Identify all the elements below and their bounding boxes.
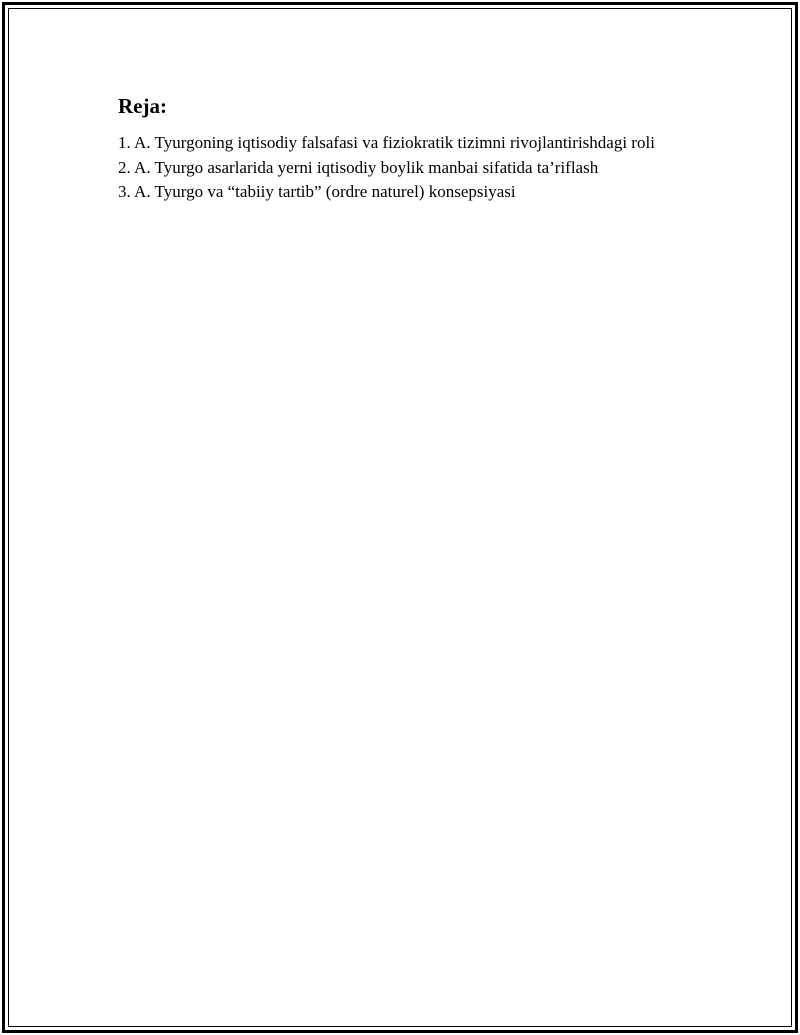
plan-heading: Reja:: [118, 94, 167, 118]
document-content: [118, 93, 688, 205]
plan-list: [118, 131, 688, 205]
plan-item: 2. A. Tyurgo asarlarida yerni iqtisodiy boylik manbai sifatida ta’riflash: [118, 157, 599, 177]
plan-item: 3. A. Tyurgo va “tabiiy tartib” (ordre naturel) konsepsiyasi: [118, 182, 516, 201]
plan-item: 1. A. Tyurgoning iqtisodiy falsafasi va fiziokratik tizimni rivojlantirishdagi roli: [118, 133, 655, 152]
